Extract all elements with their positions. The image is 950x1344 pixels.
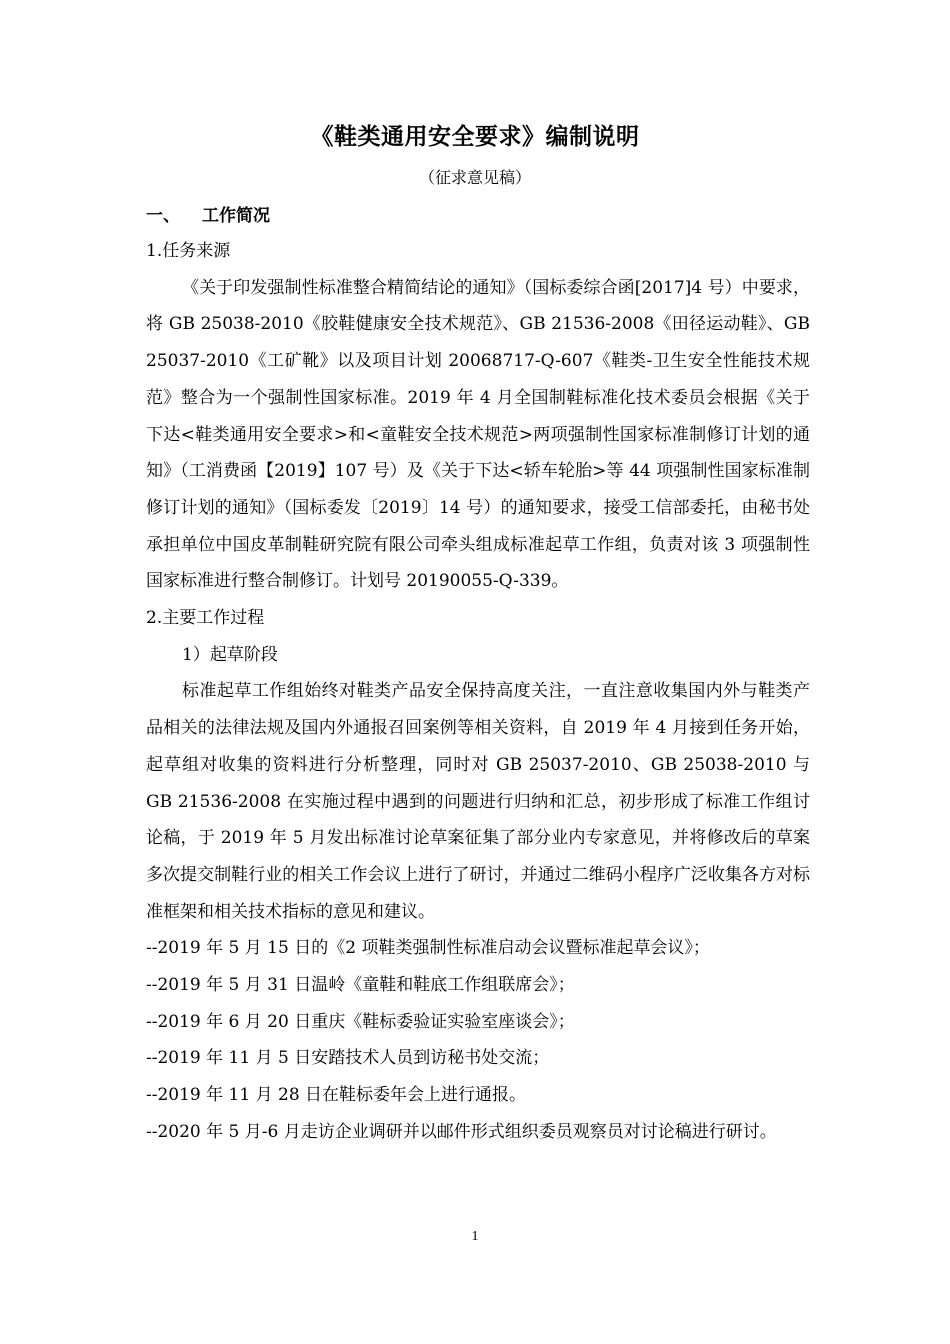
list-item: --2019 年 6 月 20 日重庆《鞋标委验证实验室座谈会》； xyxy=(146,1011,575,1032)
list-item: --2019 年 11 月 28 日在鞋标委年会上进行通报。 xyxy=(146,1085,527,1106)
paragraph: 《关于印发强制性标准整合精简结论的通知》（国标委综合函[2017]4 号）中要求，将 GB 25038-2010《胶鞋健康安全技术规范》、GB 21536-2008《田径运动鞋》、GB 25037-2010《工矿靴》以及项目计划 20068717-Q-607《鞋类-卫生安全性能技术规范》整合为一个强制性国家标准。2019 年 4 月全国制鞋标准化技术委员会根据《关于下达<鞋类通用安全要求>和<童鞋安全技术规范>两项强制性国家标准制修订计划的通知》（工消费函【2019】107 号）及《关于下达<轿车轮胎>等 44 项强制性国家标准制修订计划的通知》（国标委发〔2019〕14 号）的通知要求，接受工信部委托，由秘书处承担单位中国皮革制鞋研究院有限公司牵头组成标准起草工作组，负责对该 3 项强制性国家标准进行整合制修订。计划号 20190055-Q-339。 xyxy=(146,277,810,592)
section-title: 工作简况 xyxy=(202,206,270,226)
paragraph: 标准起草工作组始终对鞋类产品安全保持高度关注，一直注意收集国内外与鞋类产品相关的法律法规及国内外通报召回案例等相关资料，自 2019 年 4 月接到任务开始，起草组对收集的资料进行分析整理，同时对 GB 25037-2010、GB 25038-2010 与 GB 21536-2008 在实施过程中遇到的问题进行归纳和汇总，初步形成了标准工作组讨论稿，于 2019 年 5 月发出标准讨论草案征集了部分业内专家意见，并将修改后的草案多次提交制鞋行业的相关工作会议上进行了研讨，并通过二维码小程序广泛收集各方对标准框架和相关技术指标的意见和建议。 xyxy=(146,681,810,922)
list-item: --2019 年 5 月 31 日温岭《童鞋和鞋底工作组联席会》； xyxy=(146,975,575,996)
page-number: 1 xyxy=(471,1229,479,1244)
subsection-heading: 2.主要工作过程 xyxy=(146,608,265,629)
subsubsection-heading: 1）起草阶段 xyxy=(182,644,278,665)
list-item: --2019 年 5 月 15 日的《2 项鞋类强制性标准启动会议暨标准起草会议》； xyxy=(146,938,710,959)
list-item: --2019 年 11 月 5 日安踏技术人员到访秘书处交流； xyxy=(146,1048,550,1069)
document-subtitle: （征求意见稿） xyxy=(418,168,531,187)
document-body xyxy=(146,233,810,1151)
document-title: 《鞋类通用安全要求》编制说明 xyxy=(310,124,640,150)
section-heading xyxy=(146,201,270,226)
section-number: 一、 xyxy=(146,206,180,226)
list-item: --2020 年 5 月-6 月走访企业调研并以邮件形式组织委员观察员对讨论稿进行研讨。 xyxy=(146,1121,777,1142)
subsection-heading: 1.任务来源 xyxy=(146,241,231,261)
